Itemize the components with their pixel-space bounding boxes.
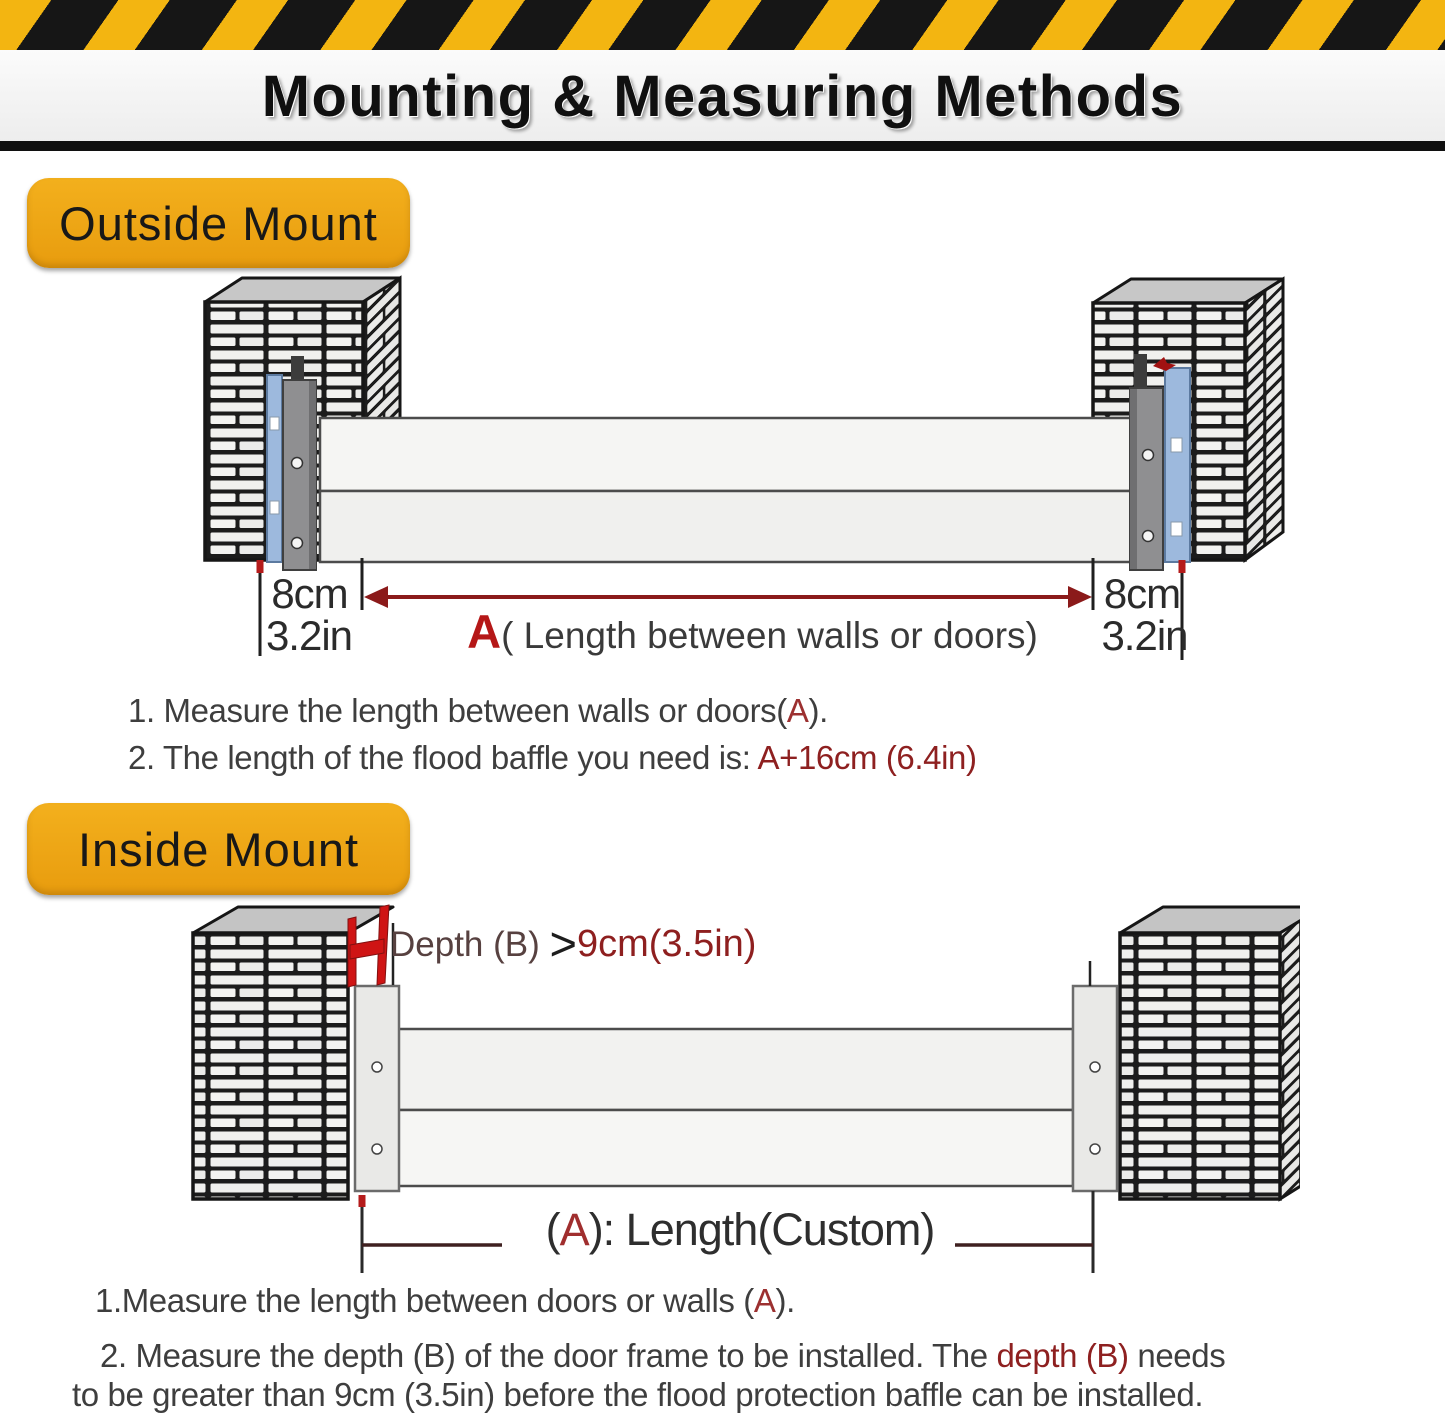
outside-step-2: 2. The length of the flood baffle you need is: A+16cm (6.4in)	[128, 739, 977, 776]
length-a-letter: A	[559, 1204, 589, 1255]
inside-flood-barrier-panels	[398, 1029, 1073, 1186]
outside-step-1: 1. Measure the length between walls or doors(A).	[128, 692, 828, 729]
outside-right-3.2in-label: 3.2in	[1101, 612, 1188, 659]
outside-length-a-label: A( Length between walls or doors)	[467, 605, 1038, 658]
inside-step-2-line-2: to be greater than 9cm (3.5in) before the flood protection baffle can be installed.	[72, 1376, 1204, 1413]
length-a-letter: A	[467, 605, 502, 658]
inside-length-custom-label: (A): Length(Custom)	[545, 1204, 935, 1255]
inside-right-bracket	[1073, 961, 1117, 1191]
outside-left-3.2in-label: 3.2in	[265, 612, 353, 659]
outside-flood-barrier-panels	[320, 418, 1136, 562]
page-title: Mounting & Measuring Methods	[261, 63, 1184, 129]
inside-mount-badge	[27, 803, 410, 895]
inside-left-bracket	[355, 986, 399, 1191]
hazard-stripe-banner	[0, 0, 1445, 50]
outside-right-8cm-label: 8cm	[1103, 570, 1181, 617]
inside-step-1: 1.Measure the length between doors or walls (A).	[95, 1282, 795, 1319]
outside-left-bracket	[267, 356, 316, 570]
inside-step-2-line-1: 2. Measure the depth (B) of the door frame to be installed. The depth (B) needs	[100, 1337, 1226, 1374]
outside-left-8cm-label: 8cm	[271, 570, 348, 617]
header-divider	[0, 141, 1445, 151]
outside-mount-badge	[27, 178, 410, 268]
outside-mount-badge-label: Outside Mount	[59, 196, 378, 250]
title-bar	[0, 50, 1445, 142]
inside-mount-badge-label: Inside Mount	[77, 822, 360, 876]
inside-right-pillar	[1120, 907, 1300, 1199]
depth-b-label: Depth (B) >9cm(3.5in)	[390, 917, 757, 970]
